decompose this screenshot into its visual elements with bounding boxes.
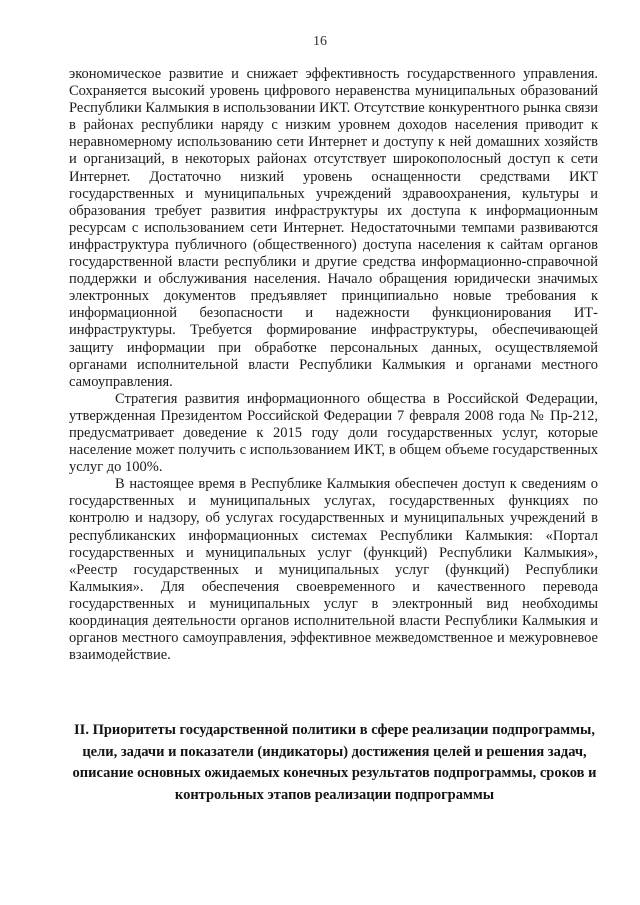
paragraph-ict-inequality: экономическое развитие и снижает эффективность государственного управления. Сохраняется высокий уровень цифрового неравенства муниципальных образований Республики Калмыкия в использовании ИКТ. Отсутствие конкурентного рынка связи в районах республики наряду с низким уровнем доходов населения приводит к неравномерному использованию сети Интернет и доступу к ней домашних хозяйств и организаций, в некоторых районах отсутствует широкополосный доступ к сети Интернет. Достаточно низкий уровень оснащенности средствами ИКТ государственных и муниципальных учреждений здравоохранения, культуры и образования требует развития инфраструктуры их доступа к информационным ресурсам с использованием сети Интернет. Недостаточными темпами развиваются инфраструктура публичного (общественного) доступа населения к сайтам органов государственной власти республики и другие средства информационно-справочной поддержки и обслуживания населения. Начало обращения юридически значимых электронных документов предъявляет принципиально новые требования к информационной безопасности и надежности функционирования ИТ-инфраструктуры. Требуется формирование инфраструктуры, обеспечивающей защиту информации при обработке персональных данных, осуществляемой органами исполнительной власти Республики Калмыкия и органами местного самоуправления. — [69, 66, 598, 390]
paragraph-public-services-access: В настоящее время в Республике Калмыкия обеспечен доступ к сведениям о государственных и муниципальных услугах, государственных функциях по контролю и надзору, об услугах государственных и муниципальных учреждений в республиканских информационных системах Республики Калмыкия: «Портал государственных и муниципальных услуг (функций) Республики Калмыкия», «Реестр государственных и муниципальных услуг (функций) Республики Калмыкия». Для обеспечения своевременного и качественного перевода государственных и муниципальных услуг в электронный вид необходимы координация деятельности органов исполнительной власти Республики Калмыкия и органов местного самоуправления, эффективное межведомственное и межуровневое взаимодействие. — [69, 476, 598, 664]
body-text — [69, 66, 598, 664]
paragraph-information-society-strategy: Стратегия развития информационного общества в Российской Федерации, утвержденная Президентом Российской Федерации 7 февраля 2008 года № Пр-212, предусматривает доведение к 2015 году доли государственных услуг, которые население может получить с использованием ИКТ, в общем объеме государственных услуг до 100%. — [69, 390, 598, 476]
page-number: 16 — [313, 34, 327, 49]
section-heading: II. Приоритеты государственной политики в сфере реализации подпрограммы, цели, задачи и показатели (индикаторы) достижения целей и решения задач, описание основных ожидаемых конечных результатов подпрограммы, сроков и контрольных этапов реализации подпрограммы — [72, 722, 597, 803]
